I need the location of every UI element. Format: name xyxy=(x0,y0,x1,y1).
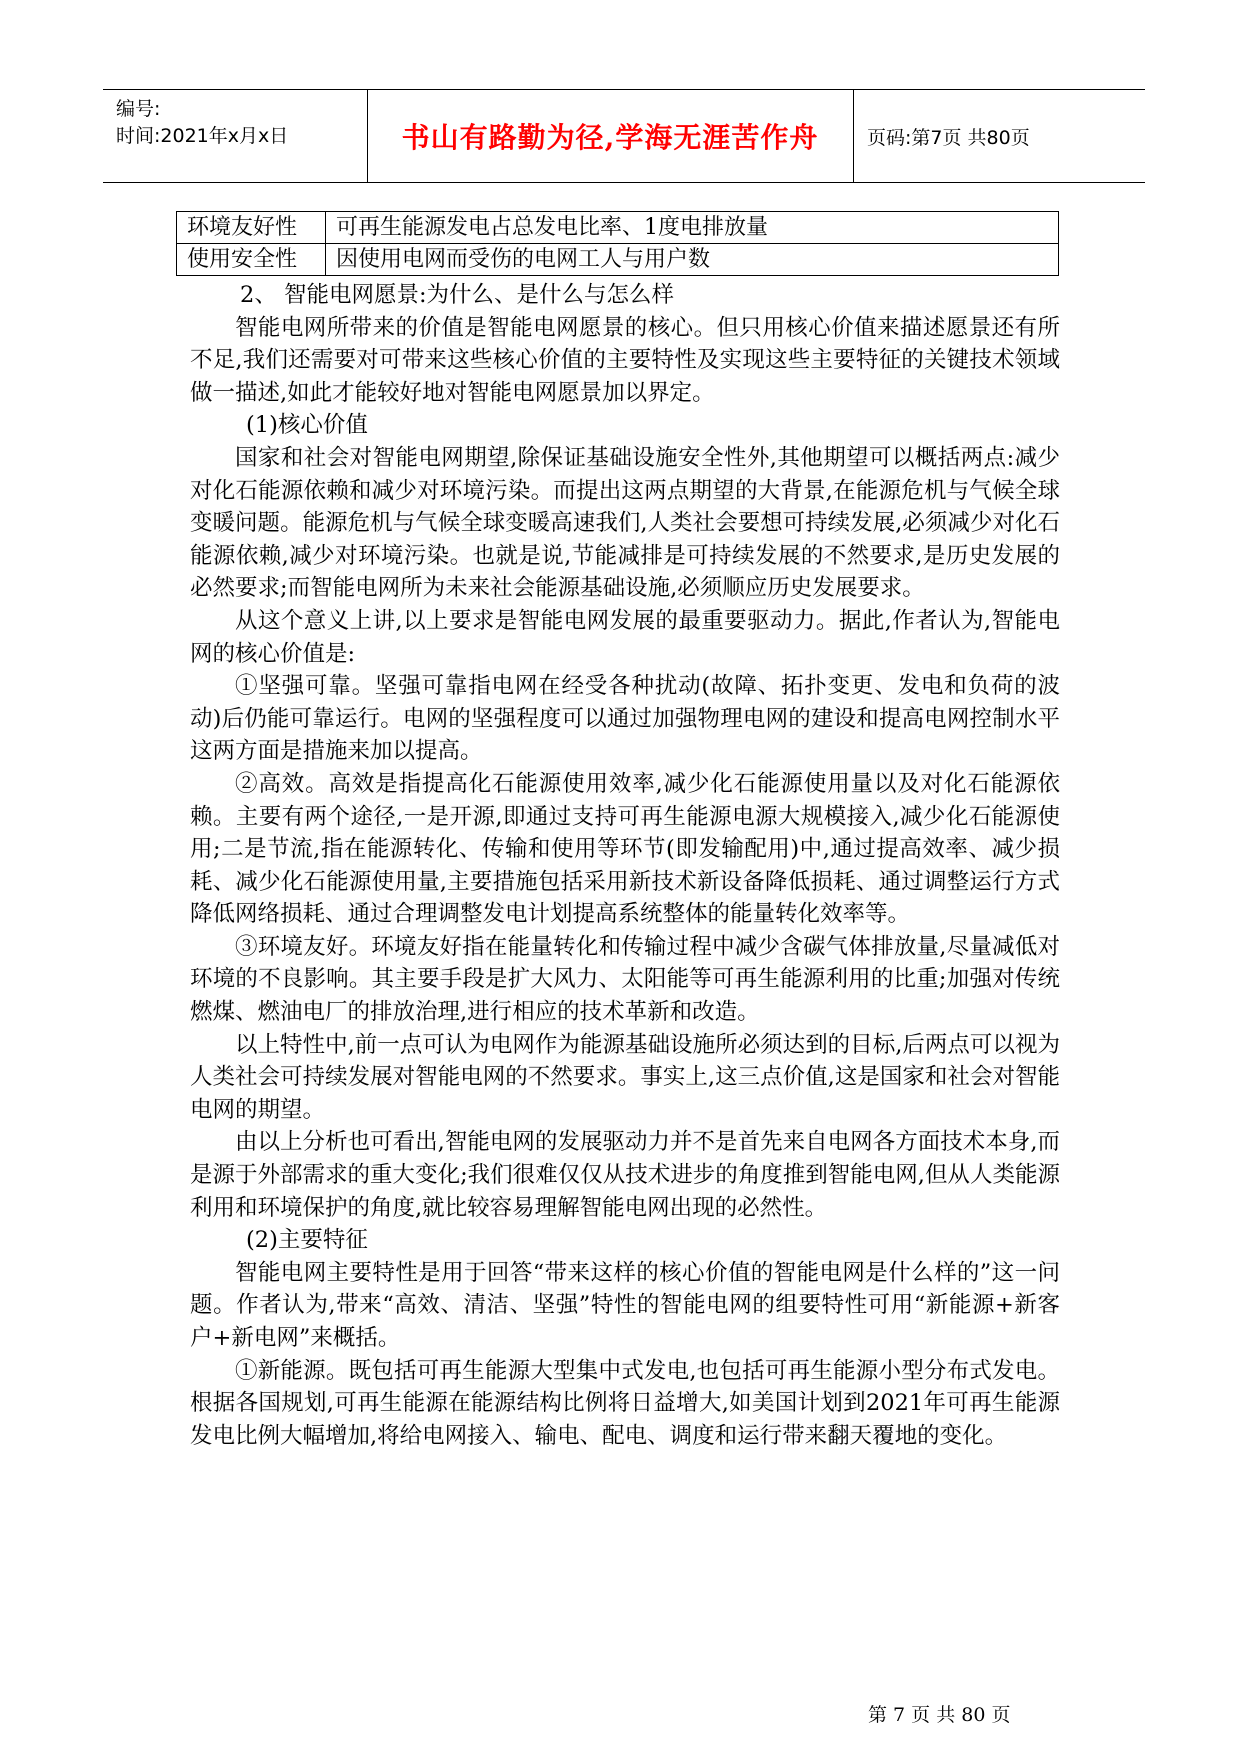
paragraph: 由以上分析也可看出,智能电网的发展驱动力并不是首先来自电网各方面技术本身,而是源于外部需求的重大变化;我们很难仅仅从技术进步的角度推到智能电网,但从人类能源利用和环境保护的角度,就比较容易理解智能电网出现的必然性。 xyxy=(190,1129,1061,1221)
metrics-table xyxy=(176,211,1059,276)
paragraph: 智能电网所带来的价值是智能电网愿景的核心。但只用核心价值来描述愿景还有所不足,我们还需要对可带来这些核心价值的主要特性及实现这些主要特征的关键技术领域做一描述,如此才能较好地对智能电网愿景加以界定。 xyxy=(190,314,1060,406)
header-motto: 书山有路勤为径,学海无涯苦作舟 xyxy=(401,121,819,154)
paragraph: 国家和社会对智能电网期望,除保证基础设施安全性外,其他期望可以概括两点:减少对化石能源依赖和减少对环境污染。而提出这两点期望的大背景,在能源危机与气候全球变暖问题。能源危机与气候全球变暖高速我们,人类社会要想可持续发展,必须减少对化石能源依赖,减少对环境污染。也就是说,节能减排是可持续发展的不然要求,是历史发展的必然要求;而智能电网所为未来社会能源基础设施,必须顺应历史发展要求。 xyxy=(190,444,1060,602)
header-meta xyxy=(116,96,288,150)
page-footer: 第 7 页 共 80 页 xyxy=(868,1704,1011,1726)
document-body xyxy=(190,279,1060,1452)
paragraph: 智能电网主要特性是用于回答“带来这样的核心价值的智能电网是什么样的”这一问题。作者认为,带来“高效、清洁、坚强”特性的智能电网的组要特性可用“新能源+新客户+新电网”来概括。 xyxy=(190,1259,1060,1351)
paragraph: ③环境友好。环境友好指在能量转化和传输过程中减少含碳气体排放量,尽量减低对环境的不良影响。其主要手段是扩大风力、太阳能等可再生能源利用的比重;加强对传统燃煤、燃油电厂的排放治理,进行相应的技术革新和改造。 xyxy=(190,933,1060,1026)
paragraph: 从这个意义上讲,以上要求是智能电网发展的最重要驱动力。据此,作者认为,智能电网的核心价值是: xyxy=(190,607,1060,667)
paragraph: ①坚强可靠。坚强可靠指电网在经受各种扰动(故障、拓扑变更、发电和负荷的波动)后仍能可靠运行。电网的坚强程度可以通过加强物理电网的建设和提高电网控制水平这两方面是措施来加以提高。 xyxy=(190,673,1060,765)
subsection-heading: (1)核心价值 xyxy=(246,412,368,439)
paragraph: ②高效。高效是指提高化石能源使用效率,减少化石能源使用量以及对化石能源依赖。主要有两个途径,一是开源,即通过支持可再生能源电源大规模接入,减少化石能源使用;二是节流,指在能源转化、传输和使用等环节(即发输配用)中,通过提高效率、减少损耗、减少化石能源使用量,主要措施包括采用新技术新设备降低损耗、通过调整运行方式降低网络损耗、通过合理调整发电计划提高系统整体的能量转化效率等。 xyxy=(190,770,1060,928)
table-cell-key: 环境友好性 xyxy=(177,212,326,244)
paragraph: 以上特性中,前一点可认为电网作为能源基础设施所必须达到的目标,后两点可以视为人类社会可持续发展对智能电网的不然要求。事实上,这三点价值,这是国家和社会对智能电网的期望。 xyxy=(190,1031,1060,1123)
subsection-heading: (2)主要特征 xyxy=(246,1227,368,1254)
section-heading: 2、 智能电网愿景:为什么、是什么与怎么样 xyxy=(240,282,675,308)
table-row xyxy=(177,212,1059,244)
page-header xyxy=(103,89,1145,183)
header-divider xyxy=(853,90,854,182)
paragraph: ①新能源。既包括可再生能源大型集中式发电,也包括可再生能源小型分布式发电。根据各国规划,可再生能源在能源结构比例将日益增大,如美国计划到2021年可再生能源发电比例大幅增加,将给电网接入、输电、配电、调度和运行带来翻天覆地的变化。 xyxy=(190,1357,1060,1449)
header-page-info: 页码:第7页 共80页 xyxy=(867,126,1030,149)
date-label: 时间:2021年x月x日 xyxy=(116,125,289,147)
table-row xyxy=(177,244,1059,276)
number-label: 编号: xyxy=(116,98,161,120)
table-cell-value: 可再生能源发电占总发电比率、1度电排放量 xyxy=(326,212,1059,244)
table-cell-value: 因使用电网而受伤的电网工人与用户数 xyxy=(326,244,1059,276)
table-cell-key: 使用安全性 xyxy=(177,244,326,276)
